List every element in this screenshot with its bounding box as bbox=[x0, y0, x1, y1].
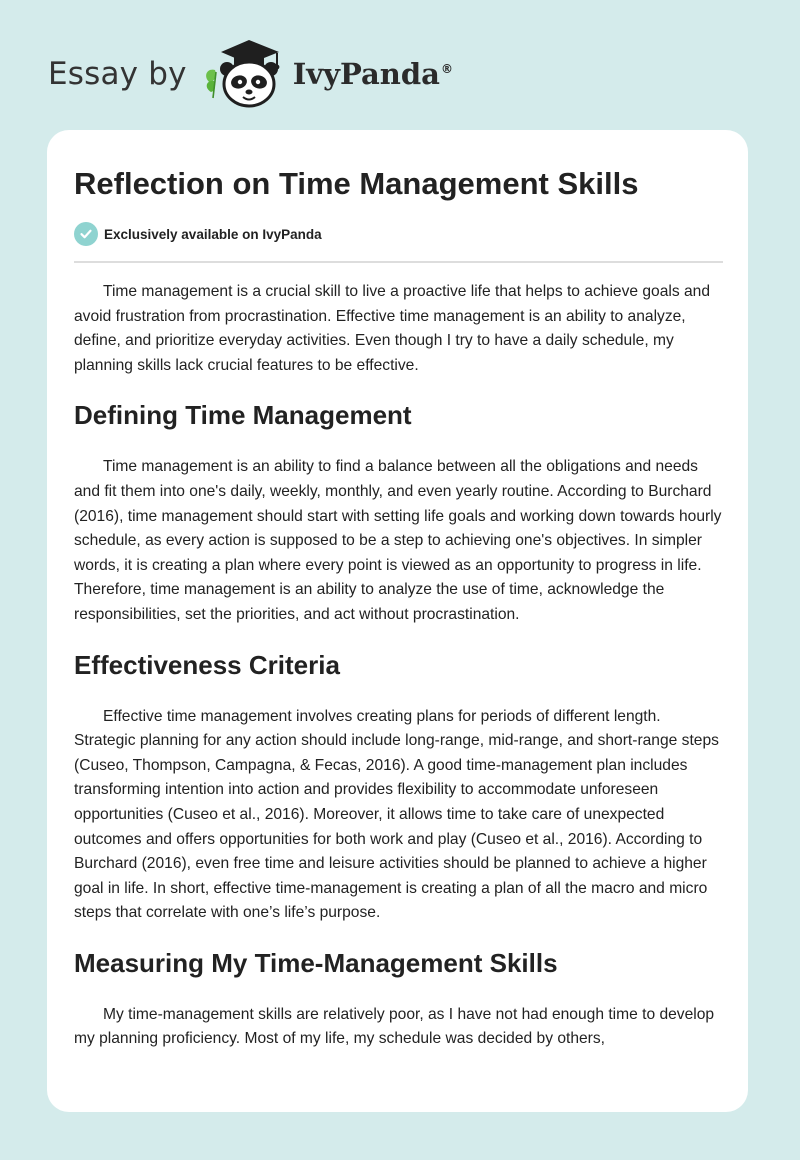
brand-header bbox=[48, 36, 453, 112]
section-heading-effectiveness: Effectiveness Criteria bbox=[74, 649, 340, 680]
intro-paragraph: Time management is a crucial skill to live a proactive life that helps to achieve goals and avoid frustration from procrastination. Effective time management is an ability to analyze, define, and prioritize everyday activities. Even though I try to have a daily schedule, my planning skills lack crucial features to be effective. bbox=[74, 283, 711, 374]
registered-mark: ® bbox=[440, 62, 453, 77]
essay-title: Reflection on Time Management Skills bbox=[74, 166, 639, 201]
section-paragraph-effectiveness: Effective time management involves creating plans for periods of different length. Strategic planning for any action should include long-range, mid-range, and short-range steps (Cuseo, Thompson, Campagna, & Fecas, 2016). A good time-management plan includes transforming intention into action and provides flexibility to accommodate unforeseen opportunities (Cuseo et al., 2016). Moreover, it allows time to take care of unexpected outcomes and offers opportunities for both work and play (Cuseo et al., 2016). According to Burchard (2016), even free time and leisure activities should be planned to achieve a higher goal in life. In short, effective time-management is creating a plan of all the macro and micro steps that correlate with one’s life’s purpose. bbox=[74, 707, 719, 922]
section-paragraph-defining: Time management is an ability to find a balance between all the obligations and needs and fit them into one's daily, weekly, monthly, and even yearly routine. According to Burchard (2016), time management should start with setting life goals and working down towards hourly schedule, as every action is supposed to be a step to achieving one's objectives. In simpler words, it is creating a plan where every point is viewed as an opportunity to progress in life. Therefore, time management is an ability to analyze the use of time, acknowledge the responsibilities, set the priorities, and act without procrastination. bbox=[74, 458, 722, 623]
brand-name: IvyPanda® bbox=[292, 57, 453, 91]
brand-prefix: Essay by bbox=[48, 56, 187, 92]
title-divider bbox=[74, 261, 723, 263]
exclusive-badge-label: Exclusively available on IvyPanda bbox=[104, 226, 322, 242]
check-icon bbox=[74, 222, 98, 246]
essay-body bbox=[74, 280, 726, 1052]
section-heading-defining: Defining Time Management bbox=[74, 400, 412, 431]
section-heading-measuring: Measuring My Time-Management Skills bbox=[74, 947, 558, 978]
section-paragraph-measuring: My time-management skills are relatively poor, as I have not had enough time to develop my planning proficiency. Most of my life, my schedule was decided by others, bbox=[74, 1005, 715, 1048]
panda-graduate-icon bbox=[201, 36, 289, 112]
essay-card bbox=[47, 130, 748, 1112]
exclusive-badge bbox=[74, 222, 322, 246]
